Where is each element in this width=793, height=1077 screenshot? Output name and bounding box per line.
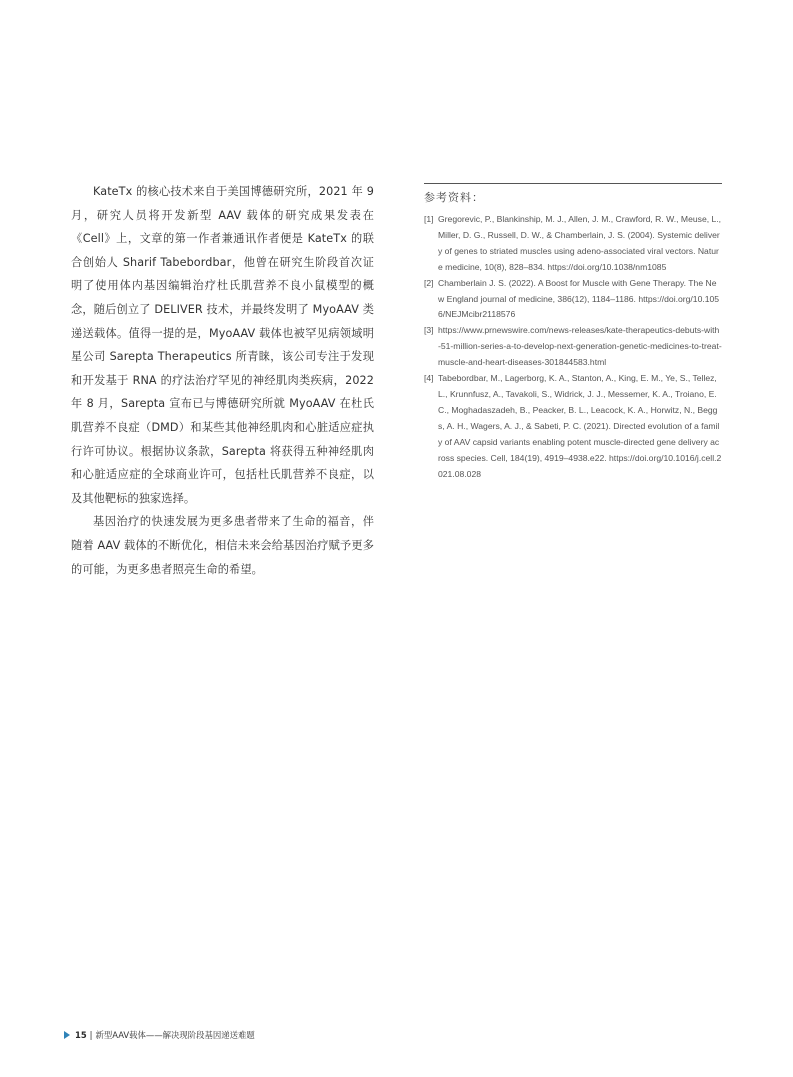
footer-title: 新型AAV载体——解决现阶段基因递送难题 — [95, 1030, 255, 1040]
reference-text: https://www.prnewswire.com/news-releases/kate-therapeutics-debuts-with-51-million-series-a-to-develop-next-generation-genetic-medicines-to-treat-muscle-and-heart-diseases-301844583.html — [438, 325, 722, 368]
body-paragraph: KateTx 的核心技术来自于美国博德研究所，2021 年 9 月，研究人员将开发新型 AAV 载体的研究成果发表在《Cell》上，文章的第一作者兼通讯作者便是 KateTx 的联合创始人 Sharif Tabebordbar，他曾在研究生阶段首次证明了使用体内基因编辑治疗杜氏肌营养不良小鼠模型的概念，随后创立了 DELIVER 技术，并最终发明了 MyoAAV 类递送载体。值得一提的是，MyoAAV 载体也被罕见病领域明星公司 Sarepta Therapeutics 所青睐，该公司专注于发现和开发基于 RNA 的疗法治疗罕见的神经肌肉类疾病，2022 年 8 月，Sarepta 宣布已与博德研究所就 MyoAAV 在杜氏肌营养不良症（DMD）和某些其他神经肌肉和心脏适应症执行许可协议。根据协议条款，Sarepta 将获得五种神经肌肉和心脏适应症的全球商业许可，包括杜氏肌营养不良症，以及其他靶标的独家选择。 — [71, 185, 374, 505]
references-heading: 参考资料： — [424, 191, 484, 204]
reference-item — [424, 371, 722, 482]
page-number: 15 — [75, 1030, 87, 1040]
reference-number: [2] — [424, 277, 434, 288]
reference-number: [3] — [424, 325, 434, 336]
article-body — [71, 180, 374, 581]
references-list — [424, 212, 722, 482]
reference-text: Tabebordbar, M., Lagerborg, K. A., Stanton, A., King, E. M., Ye, S., Tellez, L., Krunnfusz, A., Tavakoli, S., Widrick, J. J., Messemer, K. A., Troiano, E. C., Moghadaszadeh, B., Peacker, B. L., Leacock, K. A., Horwitz, N., Beggs, A. H., Wagers, A. J., & Sabeti, P. C. (2021). Directed evolution of a family of AAV capsid variants enabling potent muscle-directed gene delivery across species. Cell, 184(19), 4919–4938.e22. https://doi.org/10.1016/j.cell.2021.08.028 — [438, 373, 722, 479]
triangle-arrow-icon — [64, 1031, 70, 1039]
reference-text: Gregorevic, P., Blankinship, M. J., Allen, J. M., Crawford, R. W., Meuse, L., Miller, D. G., Russell, D. W., & Chamberlain, J. S. (2004). Systemic delivery of genes to striated muscles using adeno-associated viral vectors. Nature medicine, 10(8), 828–834. https://doi.org/10.1038/nm1085 — [438, 214, 722, 272]
references-section — [424, 183, 722, 482]
reference-text: Chamberlain J. S. (2022). A Boost for Muscle with Gene Therapy. The New England journal of medicine, 386(12), 1184–1186. https://doi.org/10.1056/NEJMcibr2118576 — [438, 277, 720, 320]
reference-number: [1] — [424, 214, 434, 224]
reference-number: [4] — [424, 373, 434, 384]
page-footer — [64, 1029, 255, 1041]
reference-item — [424, 276, 722, 324]
reference-item — [424, 212, 722, 276]
body-paragraph: 基因治疗的快速发展为更多患者带来了生命的福音，伴随着 AAV 载体的不断优化，相信未来会给基因治疗赋予更多的可能，为更多患者照亮生命的希望。 — [71, 515, 374, 576]
references-divider — [424, 183, 722, 184]
reference-item — [424, 323, 722, 371]
footer-separator: | — [89, 1030, 93, 1040]
